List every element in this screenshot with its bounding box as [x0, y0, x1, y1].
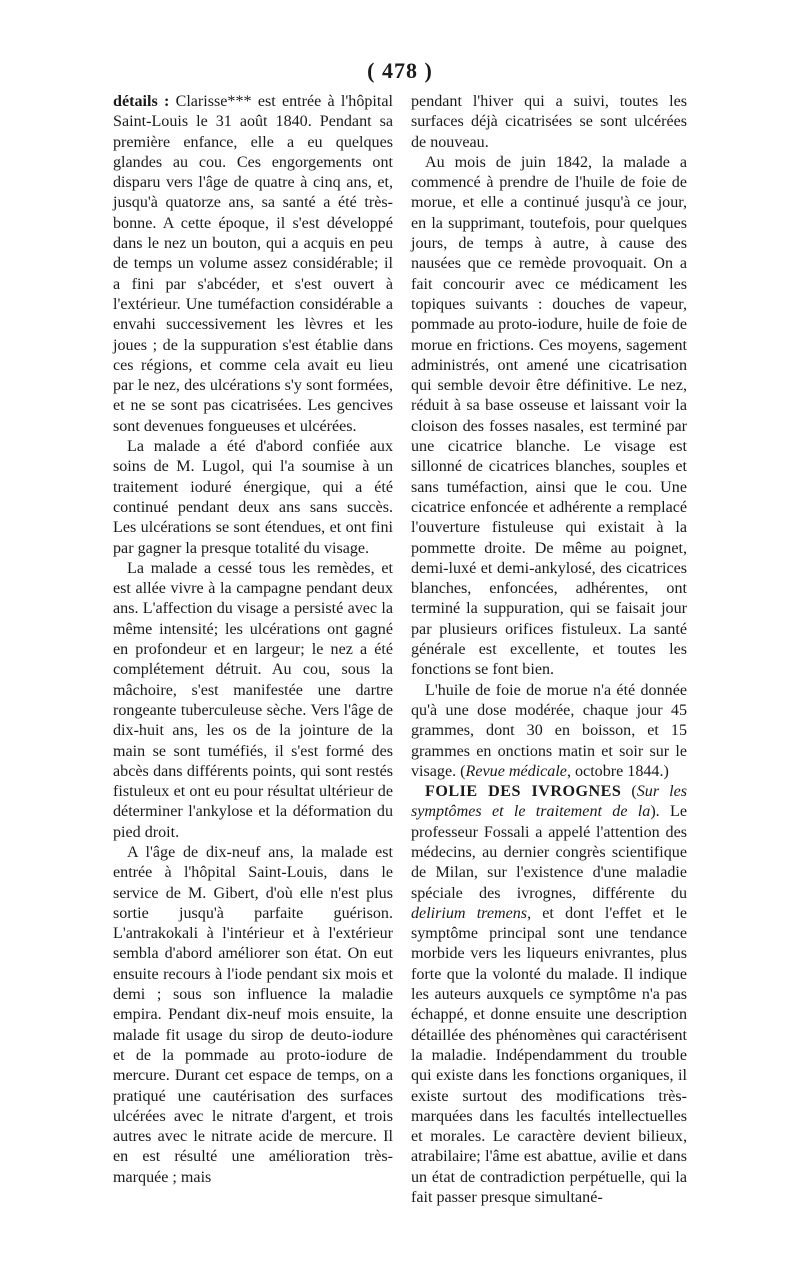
paragraph [411, 681, 687, 782]
paragraph: A l'âge de dix-neuf ans, la malade est entrée à l'hôpital Saint-Louis, dans le service de M. Gibert, d'où elle n'est plus sortie jusqu'à parfaite guérison. L'antrakokali à l'intérieur et à l'extérieur sembla d'abord améliorer son état. On eut ensuite recours à l'iode pendant six mois et demi ; sous son influence la maladie empira. Pendant dix-neuf mois ensuite, la malade fit usage du sirop de deuto-iodure et de la pommade au proto-iodure de mercure. Durant cet espace de temps, on a pratiqué une cautérisation des surfaces ulcérées avec le nitrate d'argent, et trois autres avec le nitrate acide de mercure. Il en est résulté une amélioration très-marquée ; mais [113, 843, 393, 1186]
right-column [411, 92, 687, 1208]
paragraph-text: Le professeur Fossali a appelé l'attention des médecins, au dernier congrès scientifique de Milan, sur l'existence d'une maladie spéciale des ivrognes, différente du [411, 803, 687, 902]
paragraph-text: , et dont l'effet et le symptôme principal sont une tendance morbide vers les liqueurs enivrantes, plus forte que la volonté du malade. Il indique les auteurs auxquels ce symptôme n'a pas échappé, et donne ensuite une description détaillée des phénomènes qui caractérisent la maladie. Indépendamment du trouble qui existe dans les fonctions organiques, il existe surtout des modifications très-marquées dans les facultés intellectuelles et morales. Le caractère devient bilieux, atrabilaire; l'âme est abattue, avilie et dans un état de contradiction perpétuelle, qui la fait passer presque simultané- [411, 904, 687, 1207]
page-number: ( 478 ) [367, 58, 433, 83]
source-citation: Revue médicale [465, 762, 567, 780]
paragraph: La malade a été d'abord confiée aux soins de M. Lugol, qui l'a soumise à un traitement ioduré énergique, qui a été continué pendant deux ans sans succès. Les ulcérations se sont étendues, et ont fini par gagner la presque totalité du visage. [113, 438, 393, 557]
section-title: FOLIE DES IVROGNES [425, 783, 622, 801]
heading-paren-open: ( [621, 783, 637, 801]
medical-term: delirium tremens [411, 904, 528, 922]
paragraph-text: Clarisse*** est entrée à l'hôpital Saint-Louis le 31 août 1840. Pendant sa première enfance, elle a eu quelques glandes au cou. Ces engorgements ont disparu vers l'âge de quatre à cinq ans, et, jusqu'à quatorze ans, sa santé a été très-bonne. A cette époque, il s'est développé dans le nez un bouton, qui a acquis en peu de temps un volume assez considérable; il a fini par s'abcéder, et s'est ouvert à l'extérieur. Une tuméfaction considérable a envahi successivement les lèvres et les joues ; de la suppuration s'est établie dans ces régions, et comme cela avait eu lieu par le nez, des ulcérations s'y sont formées, et ne se sont pas cicatrisées. Les gencives sont devenues fongueuses et ulcérées. [113, 93, 393, 435]
paragraph: La malade a cessé tous les remèdes, et est allée vivre à la campagne pendant deux ans. L'affection du visage a persisté avec la même intensité; les ulcérations ont gagné en profondeur et en largeur; le nez a été complétement détruit. Au cou, sous la mâchoire, s'est manifestée une dartre rongeante tuberculeuse sèche. Vers l'âge de dix-huit ans, les os de la jointure de la main se sont tuméfiés, il s'est formé des abcès dans différents points, qui sont restés fistuleux et ont eu pour résultat ultérieur de déterminer l'ankylose et la déformation du pied droit. [113, 559, 393, 841]
paragraph [113, 92, 393, 437]
paragraph: Au mois de juin 1842, la malade a commencé à prendre de l'huile de foie de morue, et elle a continué jusqu'à ce jour, en la supprimant, toutefois, pour quelques jours, de temps à autre, à cause des nausées que ce remède provoquait. On a fait concourir avec ce médicament les topiques suivants : douches de vapeur, pommade au proto-iodure, huile de foie de morue en frictions. Ces moyens, sagement administrés, ont amené une cicatrisation qui semble devoir être définitive. Le nez, réduit à sa base osseuse et laissant voir la cloison des fosses nasales, est terminé par une cicatrice blanche. Le visage est sillonné de cicatrices blanches, souples et sans tuméfaction, ainsi que le cou. Une cicatrice enfoncée et adhérente a remplacé l'ouverture fistuleuse qui existait à la pommette droite. De même au poignet, demi-luxé et demi-ankylosé, des cicatrices blanches, enfoncées, adhérentes, ont terminé la suppuration, qui se faisait jour par plusieurs orifices fistuleux. La santé générale est excellente, et toutes les fonctions se font bien. [411, 153, 687, 679]
citation-date: , octobre 1844.) [566, 762, 669, 780]
left-column [113, 92, 393, 1188]
paragraph-text: L'huile de foie de morue n'a été donnée qu'à une dose modérée, chaque jour 45 grammes, dont 30 en boisson, et 15 grammes en onctions matin et soir sur le visage. ( [411, 681, 687, 780]
paragraph-lead: détails : [113, 93, 170, 110]
section-subtitle: Sur les symptômes et le traitement de la [411, 783, 687, 821]
paragraph: pendant l'hiver qui a suivi, toutes les surfaces déjà cicatrisées se sont ulcérées de nouveau. [411, 93, 687, 151]
heading-paren-close: ). [650, 803, 660, 821]
section-heading [411, 782, 687, 1208]
